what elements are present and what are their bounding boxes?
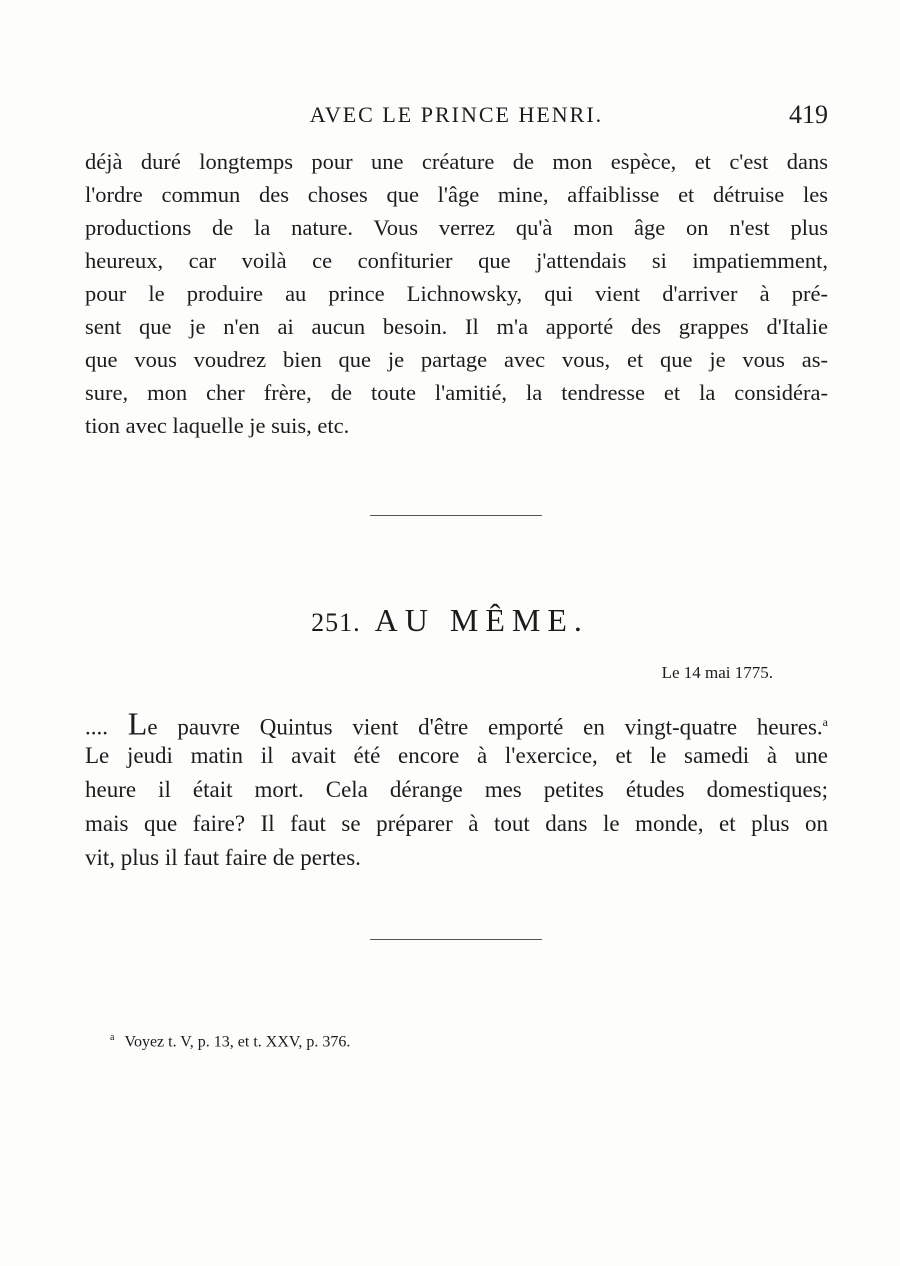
text-line: productions de la nature. Vous verrez qu'à mon âge on n'est plus <box>85 215 828 240</box>
text-line: heureux, car voilà ce confiturier que j'attendais si impatiemment, <box>85 248 828 273</box>
letter-number: 251. <box>311 608 361 637</box>
footnote <box>110 1032 350 1051</box>
letter-body <box>85 705 828 875</box>
footnote-reference: a <box>822 715 828 729</box>
text-line: déjà duré longtemps pour une créature de mon espèce, et c'est dans <box>85 149 828 174</box>
text-line-first <box>85 705 828 742</box>
text-line: sent que je n'en ai aucun besoin. Il m'a apporté des grappes d'Italie <box>85 314 828 339</box>
first-line-text: e pauvre Quintus vient d'être emporté en vingt-quatre heures. <box>147 714 823 740</box>
page-number: 419 <box>789 100 828 129</box>
text-line: vit, plus il faut faire de pertes. <box>85 845 361 870</box>
footnote-mark: a <box>110 1032 115 1043</box>
text-line: Le jeudi matin il avait été encore à l'exercice, et le samedi à une <box>85 743 828 768</box>
text-line: l'ordre commun des choses que l'âge mine, affaiblisse et détruise les <box>85 182 828 207</box>
text-line: tion avec laquelle je suis, etc. <box>85 413 350 438</box>
text-line: que vous voudrez bien que je partage avec vous, et que je vous as- <box>85 347 828 372</box>
paragraph-continuation <box>85 145 828 442</box>
text-line: heure il était mort. Cela dérange mes petites études domestiques; <box>85 777 828 802</box>
footnote-text: Voyez t. V, p. 13, et t. XXV, p. 376. <box>124 1033 351 1051</box>
section-divider <box>370 939 542 940</box>
section-divider <box>370 515 542 516</box>
drop-cap: L <box>127 705 148 742</box>
ellipsis-lead: .... <box>85 714 108 740</box>
page-header <box>85 100 828 134</box>
text-line: mais que faire? Il faut se préparer à tout dans le monde, et plus on <box>85 811 828 836</box>
text-line: sure, mon cher frère, de toute l'amitié, la tendresse et la considéra- <box>85 380 828 405</box>
letter-title: AU MÊME. <box>374 602 589 638</box>
letter-date: Le 14 mai 1775. <box>661 663 773 682</box>
running-head: AVEC LE PRINCE HENRI. <box>309 102 604 127</box>
letter-heading <box>0 602 900 639</box>
text-line: pour le produire au prince Lichnowsky, qui vient d'arriver à pré- <box>85 281 828 306</box>
